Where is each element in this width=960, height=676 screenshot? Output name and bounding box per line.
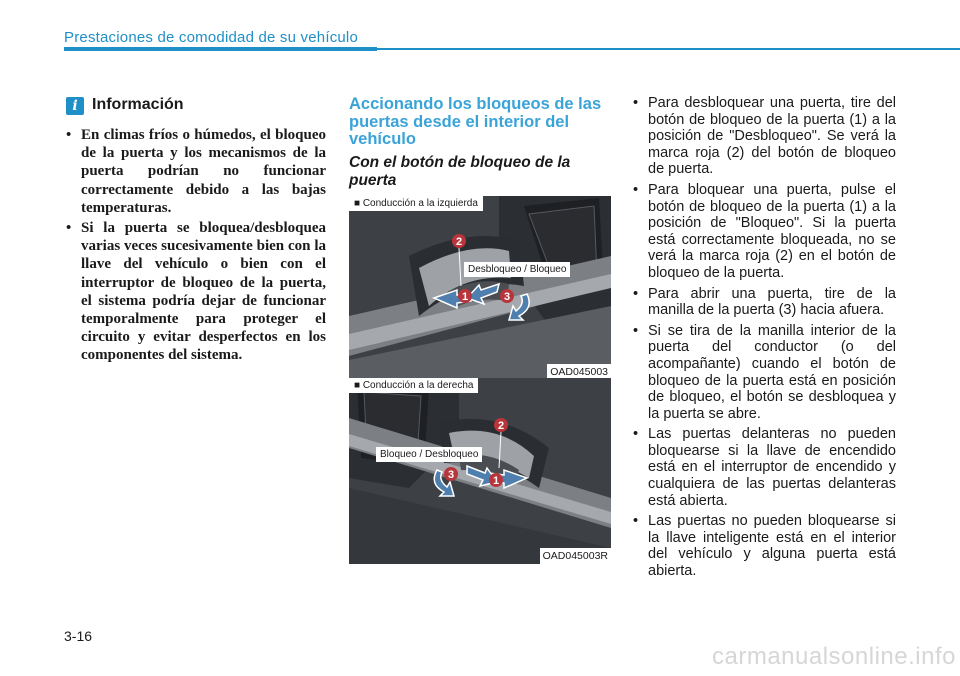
instruction-item: • Para abrir una puerta, tire de la manilla de la puerta (3) hacia afuera. xyxy=(630,286,896,319)
figure-code: OAD045003 xyxy=(547,364,611,380)
info-icon: i xyxy=(66,97,84,115)
marker-2-label: 2 xyxy=(497,420,505,432)
info-title: Información xyxy=(92,96,184,113)
figure-left-hand-drive xyxy=(349,196,611,380)
figure-right-hand-drive xyxy=(349,378,611,564)
door-panel-illustration xyxy=(349,378,611,564)
door-panel-illustration xyxy=(349,196,611,380)
figure-caption: ■ Conducción a la derecha xyxy=(349,378,478,393)
watermark: carmanualsonline.info xyxy=(712,643,956,670)
instruction-list xyxy=(630,95,896,584)
marker-2-label: 2 xyxy=(455,236,463,248)
lock-direction-label: Bloqueo / Desbloqueo xyxy=(376,447,482,462)
section-subtitle: Con el botón de bloqueo de la puerta xyxy=(349,154,571,189)
instruction-item: • Si se tira de la manilla interior de la puerta del conductor (o del acompañante) cuando el botón de bloqueo de la puerta está en posición de bloqueo, el botón se desbloquea y la puerta se abre. xyxy=(630,323,896,423)
info-item: • En climas fríos o húmedos, el bloqueo de la puerta y los mecanismos de la puerta podrían no funcionar correctamente debido a las bajas temperaturas. xyxy=(64,126,326,217)
lock-direction-label: Desbloqueo / Bloqueo xyxy=(464,262,570,277)
section-title: Accionando los bloqueos de las puertas desde el interior del vehículo xyxy=(349,95,602,148)
info-list xyxy=(64,126,326,367)
instruction-item: • Las puertas no pueden bloquearse si la llave inteligente está en el interior del vehículo y alguna puerta está abierta. xyxy=(630,513,896,579)
marker-3-label: 3 xyxy=(447,469,455,481)
marker-3-label: 3 xyxy=(503,291,511,303)
instruction-item: • Para bloquear una puerta, pulse el botón de bloqueo de la puerta (1) a la posición de "Bloqueo". Si la puerta está correctamente bloqueada, no se verá la marca roja (2) en el botón de bloqueo de la puerta. xyxy=(630,182,896,282)
marker-1-label: 1 xyxy=(492,475,500,487)
instruction-item: • Las puertas delanteras no pueden bloquearse si la llave de encendido está en el interruptor de encendido y cualquiera de las puertas delanteras está abierta. xyxy=(630,426,896,509)
figure-caption: ■ Conducción a la izquierda xyxy=(349,196,483,211)
figure-code: OAD045003R xyxy=(540,548,611,564)
header-rule xyxy=(64,48,960,50)
info-item: • Si la puerta se bloquea/desbloquea varias veces sucesivamente bien con la llave del vehículo o bien con el interruptor de bloqueo de la puerta, el sistema podría dejar de funcionar temporalmente para proteger el circuito y evitar desperfectos en los componentes del sistema. xyxy=(64,219,326,365)
page-number: 3-16 xyxy=(64,628,93,644)
section-header-title: Prestaciones de comodidad de su vehículo xyxy=(64,29,359,46)
marker-1-label: 1 xyxy=(461,291,469,303)
instruction-item: • Para desbloquear una puerta, tire del botón de bloqueo de la puerta (1) a la posición de "Desbloqueo". Se verá la marca roja (2) del botón de bloqueo de puerta. xyxy=(630,95,896,178)
